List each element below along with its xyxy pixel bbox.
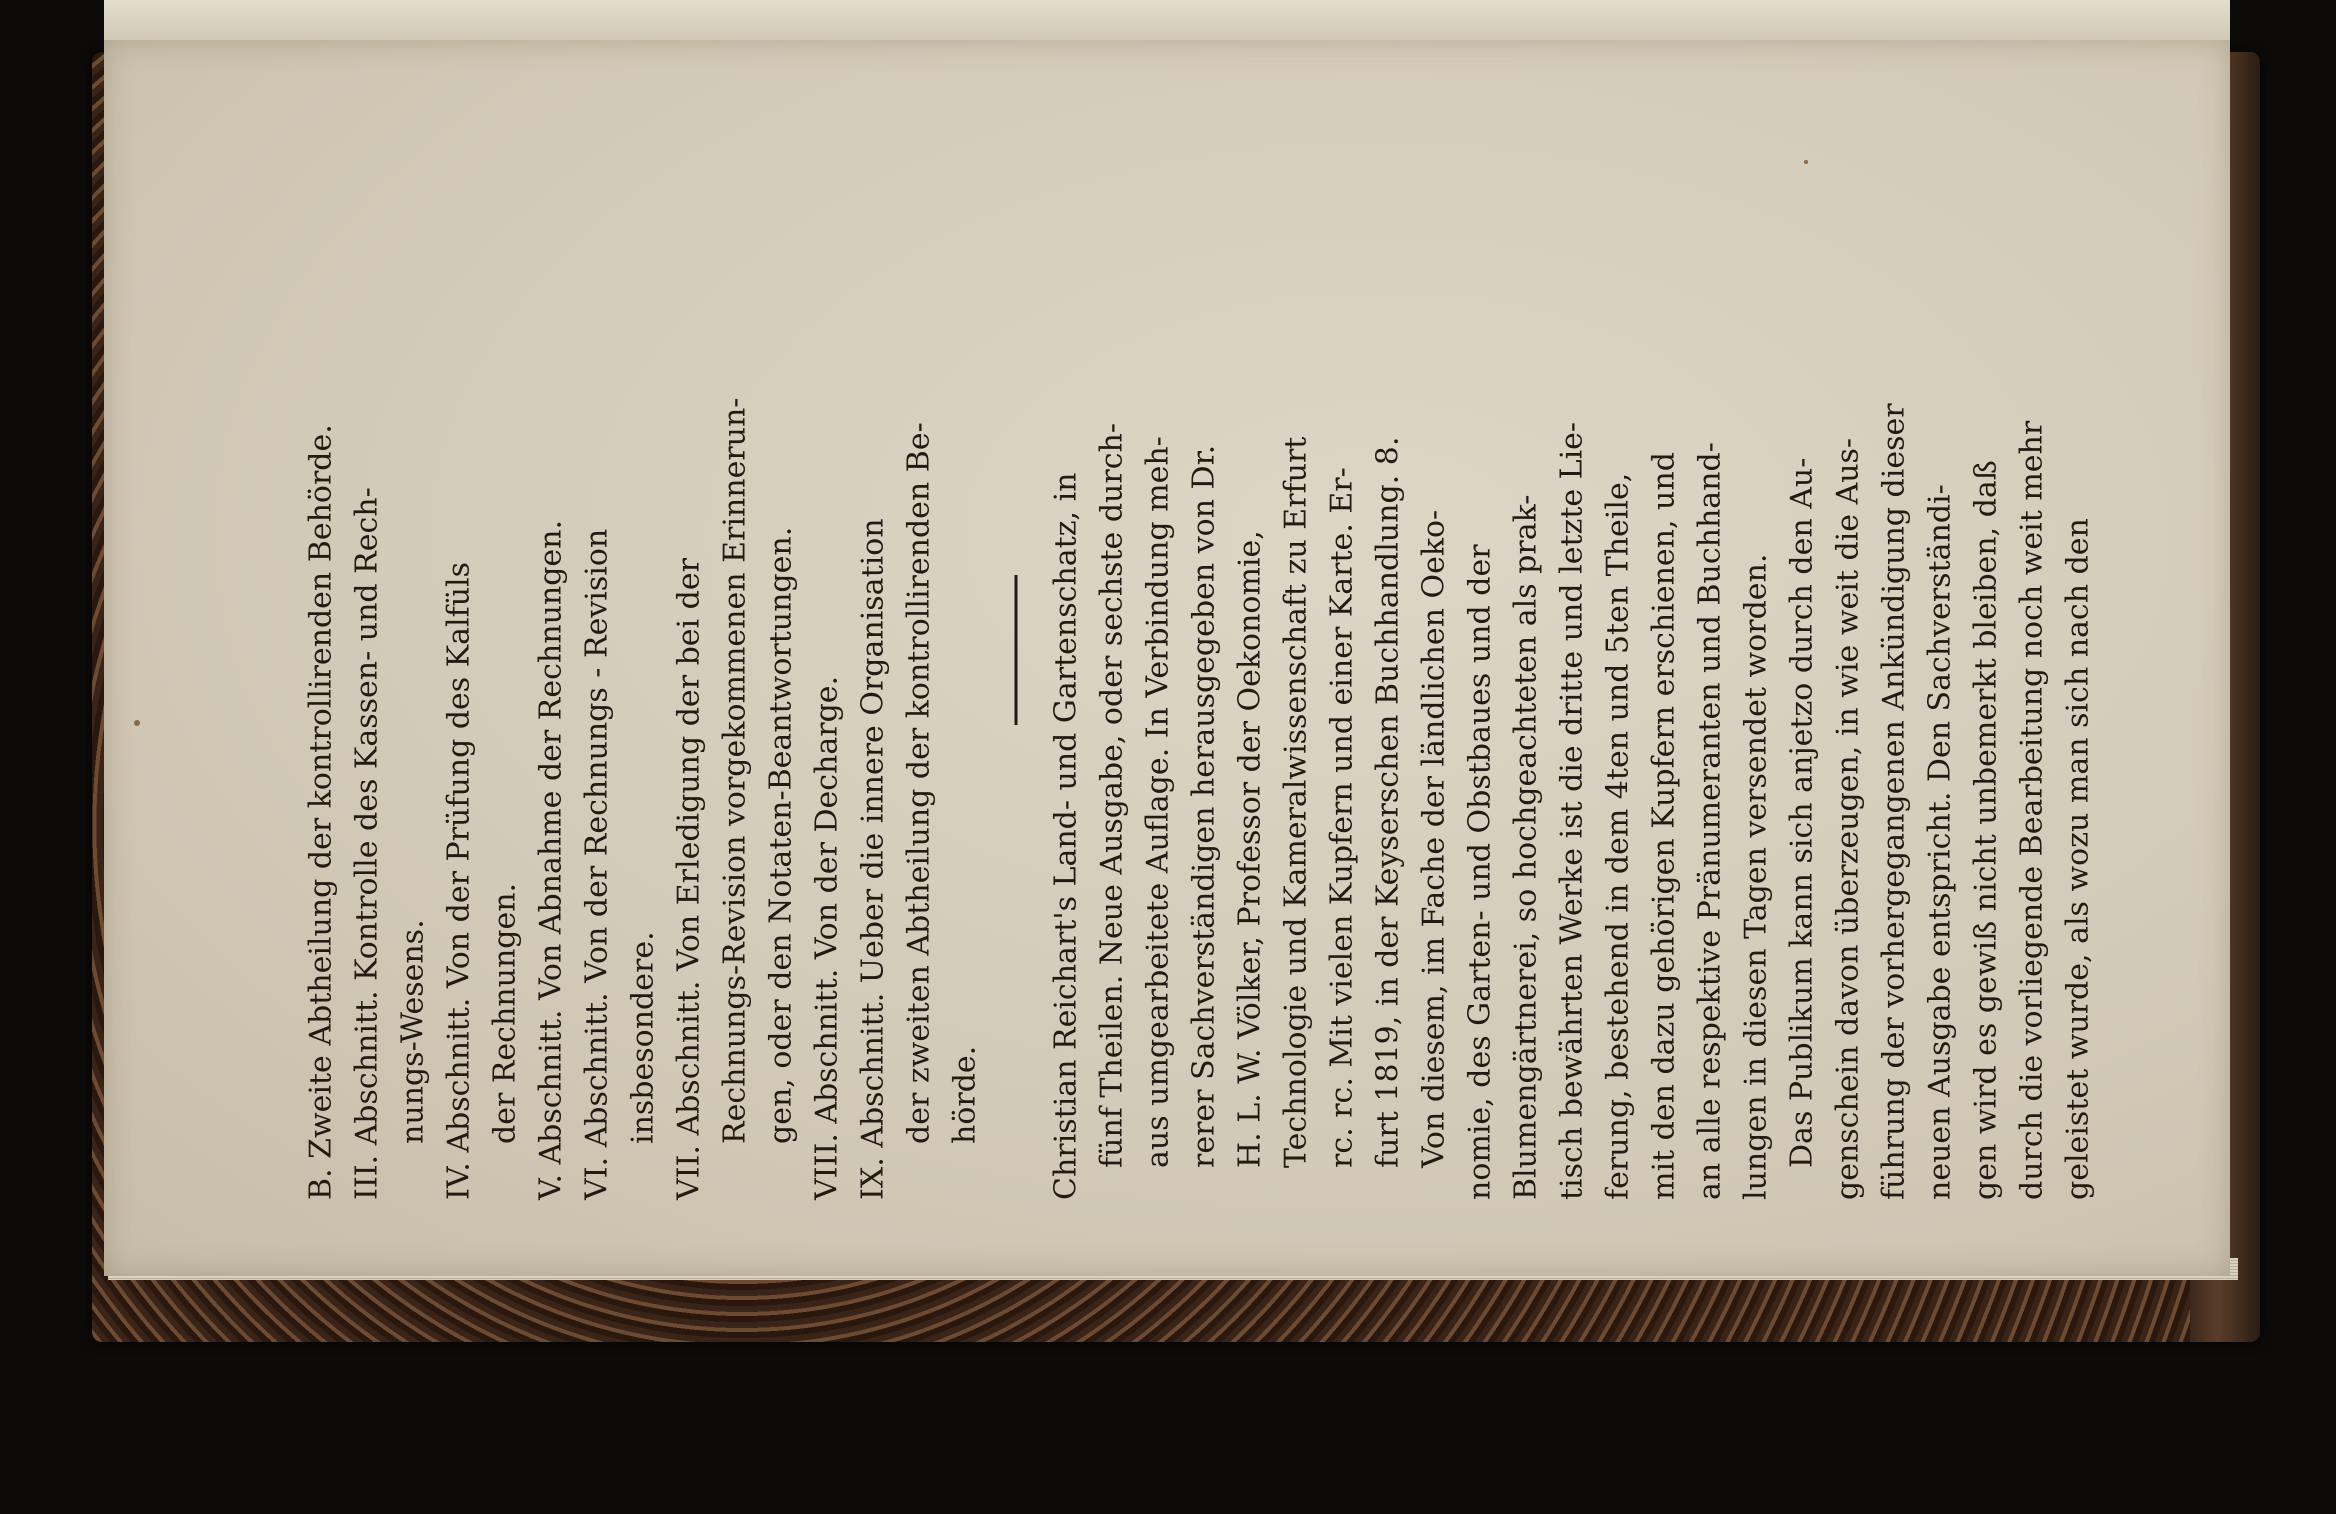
advert-line: an alle respektive Pränumeranten und Buchhand- [1692, 442, 1728, 1200]
advert-line: Technologie und Kameralwissenschaft zu Erfurt [1278, 436, 1314, 1168]
toc-line: V. Abschnitt. Von Abnahme der Rechnungen. [533, 519, 569, 1200]
toc-line: VIII. Abschnitt. Von der Decharge. [809, 675, 845, 1200]
advert-line: mit den dazu gehörigen Kupfern erschienen, und [1646, 452, 1682, 1200]
advert-line: Das Publikum kann sich anjetzo durch den Au- [1784, 457, 1820, 1168]
advert-line: rc. rc. Mit vielen Kupfern und einer Karte. Er- [1324, 467, 1360, 1168]
toc-line: VI. Abschnitt. Von der Rechnungs - Revision [579, 528, 615, 1200]
advert-line: tisch bewährten Werke ist die dritte und letzte Lie- [1554, 421, 1590, 1200]
toc-line: nungs-Wesens. [395, 919, 431, 1144]
toc-line: hörde. [947, 1045, 983, 1144]
toc-line: der Rechnungen. [487, 882, 523, 1144]
toc-line: IX. Abschnitt. Ueber die innere Organisation [855, 518, 891, 1200]
advert-line: gen wird es gewiß nicht unbemerkt bleiben, daß [1968, 460, 2004, 1200]
rotated-text-block [303, 150, 2096, 1200]
advert-line: genschein davon überzeugen, in wie weit die Aus- [1830, 437, 1866, 1200]
section-divider [1015, 575, 1018, 725]
toc-line: Rechnungs-Revision vorgekommenen Erinnerun- [717, 397, 753, 1144]
advert-line: lungen in diesen Tagen versendet worden. [1738, 553, 1774, 1200]
paper-speck [134, 720, 140, 726]
page-text [299, 100, 2102, 1200]
advert-line: fünf Theilen. Neue Ausgabe, oder sechste durch- [1094, 423, 1130, 1168]
advert-line: Von diesem, im Fache der ländlichen Oeko- [1416, 509, 1452, 1168]
advert-line: durch die vorliegende Bearbeitung noch weit mehr [2014, 420, 2050, 1200]
advert-line: furt 1819, in der Keyserschen Buchhandlung. 8. [1370, 436, 1406, 1168]
advert-line: ferung, bestehend in dem 4ten und 5ten Theile, [1600, 472, 1636, 1200]
toc-line: VII. Abschnitt. Von Erledigung der bei der [671, 558, 707, 1200]
advert-line: führung der vorhergegangenen Ankündigung dieser [1876, 403, 1912, 1200]
toc-line: B. Zweite Abtheilung der kontrollirenden Behörde. [303, 424, 339, 1200]
advert-line: H. L. W. Völker, Professor der Oekonomie, [1232, 530, 1268, 1168]
toc-line: der zweiten Abtheilung der kontrollirenden Be- [901, 422, 937, 1144]
advert-line: rerer Sachverständigen herausgegeben von Dr. [1186, 444, 1222, 1168]
advert-line: geleistet wurde, als wozu man sich nach den [2060, 518, 2096, 1200]
advert-line: nomie, des Garten- und Obstbaues und der [1462, 544, 1498, 1200]
advert-line: Blumengärtnerei, so hochgeachteten als prak- [1508, 494, 1544, 1200]
advert-line: neuen Ausgabe entspricht. Den Sachverständi- [1922, 484, 1958, 1200]
toc-line: insbesondere. [625, 931, 661, 1144]
toc-line: gen, oder den Notaten-Beantwortungen. [763, 526, 799, 1144]
advert-line: aus umgearbeitete Auflage. In Verbindung meh- [1140, 436, 1176, 1168]
toc-line: IV. Abschnitt. Von der Prüfung des Kalfüls [441, 561, 477, 1200]
advert-line: Christian Reichart's Land- und Gartenschatz, in [1048, 472, 1084, 1200]
toc-line: III. Abschnitt. Kontrolle des Kassen- und Rech- [349, 487, 385, 1200]
